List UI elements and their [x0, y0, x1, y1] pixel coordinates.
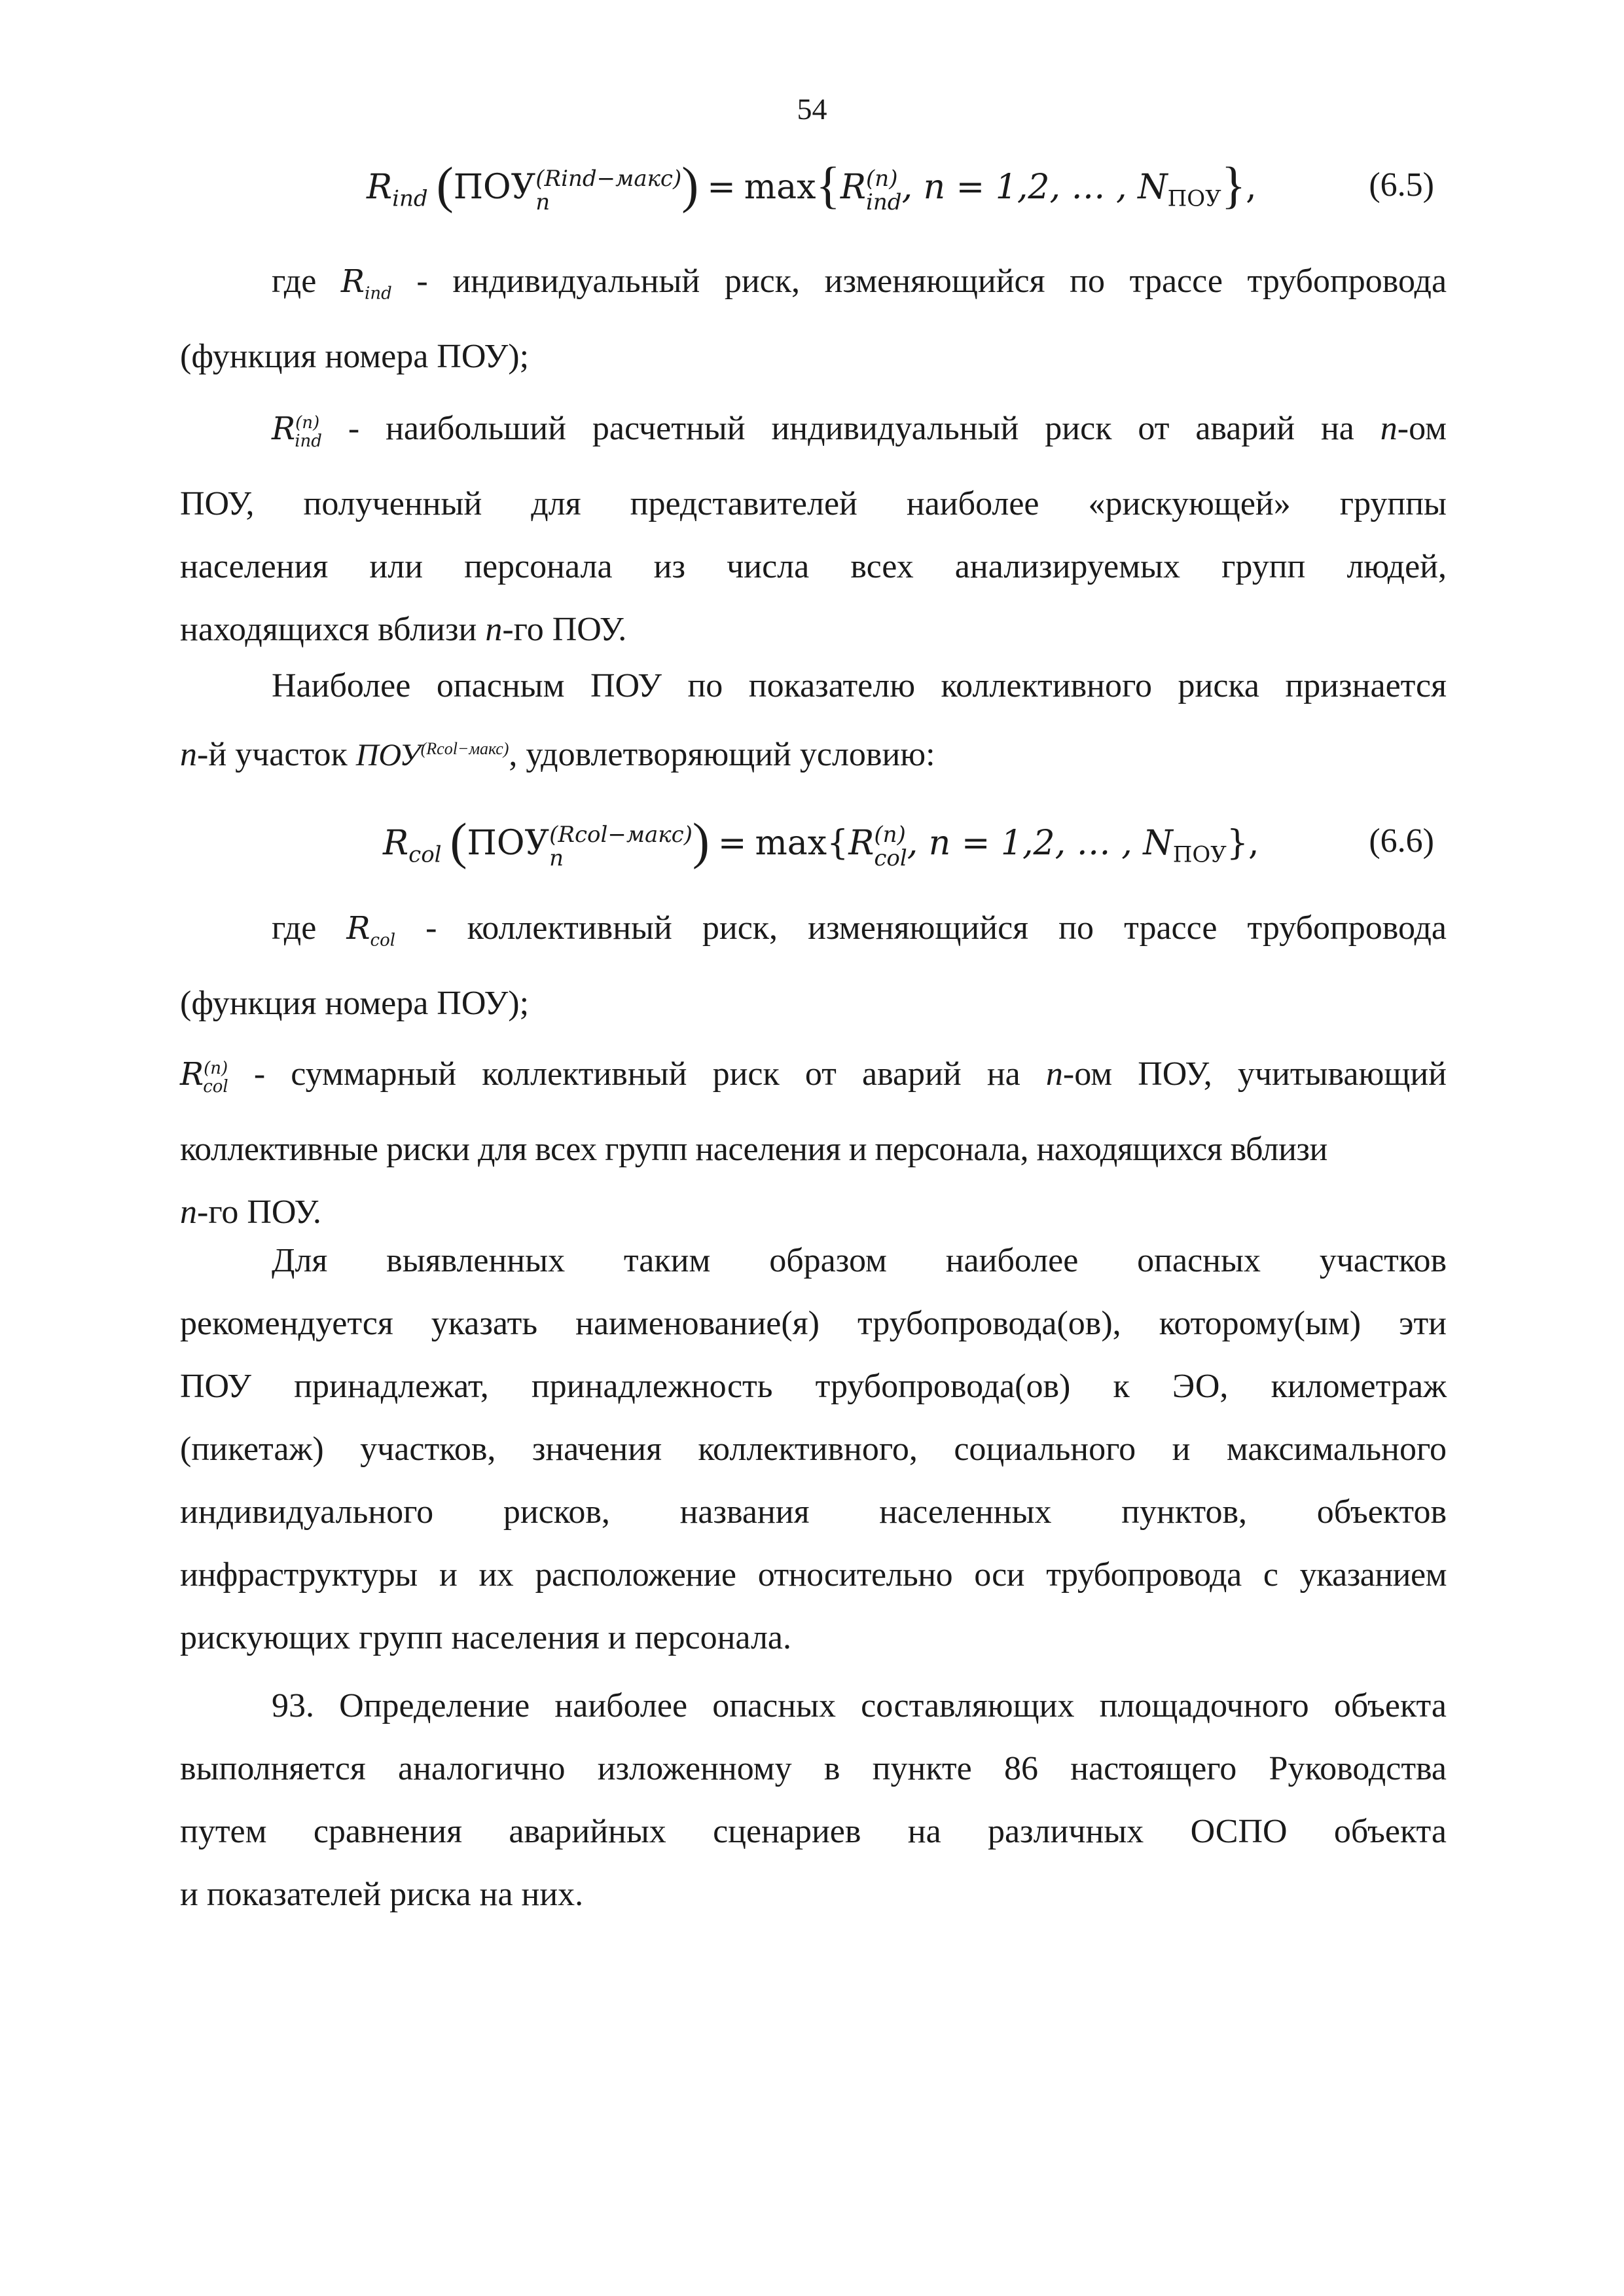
equation-number: (6.5): [1369, 166, 1434, 204]
text-line: ПОУ принадлежат, принадлежность трубопровода(ов) к ЭО, километраж: [180, 1368, 1447, 1405]
r-col-symbol: [346, 910, 396, 951]
symbol-letter: R: [180, 1056, 204, 1093]
variable-n: n: [1045, 1055, 1063, 1093]
left-paren: (: [450, 812, 467, 869]
paragraph-93: [180, 1675, 1447, 1926]
text-span: - коллективный риск, изменяющийся по трассе трубопровода: [425, 909, 1447, 947]
symbol-subscript: col: [370, 930, 396, 951]
r-ind-n-symbol: [272, 410, 322, 451]
text-span: -ом ПОУ, учитывающий: [1062, 1055, 1447, 1093]
eq-subscript: ПОУ: [1167, 185, 1221, 212]
eq-range: , n = 1,2, … , N: [901, 168, 1168, 207]
text-line: 93. Определение наиболее опасных составляющих площадочного объекта: [272, 1687, 1447, 1724]
text-line: [180, 718, 1447, 787]
symbol-letter: ПОУ: [355, 738, 421, 773]
definition-r-col-n: [180, 1037, 1447, 1244]
symbol-letter: R: [272, 410, 296, 447]
variable-n: n: [485, 610, 503, 648]
symbol-superscript: (Rcol−макс): [420, 739, 509, 758]
text-line: [180, 392, 1447, 473]
text-line: ПОУ, полученный для представителей наиболее «рискующей» группы: [180, 484, 1447, 522]
equation-6-6: [383, 805, 1443, 877]
symbol-subscript: ind: [365, 283, 392, 304]
definition-r-col: [180, 897, 1447, 1035]
eq-subscript: col: [874, 845, 907, 872]
text-span: -й участок: [197, 736, 348, 773]
equation-number: (6.6): [1369, 822, 1434, 860]
right-paren: ): [692, 812, 710, 869]
text-line: Наиболее опасным ПОУ по показателю коллективного риска признается: [272, 667, 1447, 704]
eq-scripts: [535, 166, 682, 216]
eq-superscript: (n): [866, 166, 898, 192]
text-line: рекомендуется указать наименование(я) трубопровода(ов), которому(ым) эти: [180, 1305, 1447, 1342]
eq-equals: =: [717, 824, 747, 863]
symbol-superscript: (n): [204, 1059, 228, 1078]
text-line: [180, 598, 1447, 661]
text-line: [180, 250, 1447, 325]
eq-subscript: n: [535, 189, 550, 216]
text-line: [180, 1037, 1447, 1118]
symbol-letter: R: [346, 910, 370, 947]
text-span: - индивидуальный риск, изменяющийся по трассе трубопровода: [416, 263, 1447, 300]
symbol-superscript: (n): [295, 413, 320, 433]
eq-scripts: [549, 822, 693, 872]
r-ind-symbol: [340, 263, 392, 304]
text-span: -го ПОУ.: [502, 610, 627, 648]
eq-pou: ПОУ: [453, 168, 536, 207]
text-line: коллективные риски для всех групп населения и персонала, находящихся вблизи: [180, 1130, 1327, 1168]
text-line: путем сравнения аварийных сценариев на различных ОСПО объекта: [180, 1813, 1447, 1850]
eq-max: max{: [755, 824, 849, 863]
text-span: -го ПОУ.: [197, 1193, 321, 1231]
pou-symbol: [356, 738, 509, 773]
eq-scripts: [874, 822, 907, 872]
eq-subscript: n: [549, 845, 564, 872]
text-line: (функция номера ПОУ);: [180, 984, 530, 1022]
right-brace: }: [1221, 156, 1246, 213]
definition-r-ind: [180, 250, 1447, 388]
definition-r-ind-n: [180, 392, 1447, 661]
text-span: - суммарный коллективный риск от аварий на: [253, 1055, 1020, 1093]
paragraph-collective-risk: [180, 655, 1447, 787]
eq-pou: ПОУ: [467, 824, 550, 863]
r-col-n-symbol: [180, 1056, 228, 1097]
variable-n: n: [180, 1193, 197, 1231]
symbol-subscript: col: [203, 1076, 228, 1097]
eq-equals: =: [707, 168, 736, 207]
eq-max: max: [744, 168, 816, 207]
left-paren: (: [436, 156, 454, 213]
eq-close: },: [1226, 824, 1259, 863]
eq-superscript: (Rind−макс): [535, 166, 682, 192]
text-line: рискующих групп населения и персонала.: [180, 1619, 791, 1656]
text-line: (функция номера ПОУ);: [180, 337, 530, 375]
eq-superscript: (Rcol−макс): [549, 822, 693, 848]
text-span: находящихся вблизи: [180, 610, 477, 648]
variable-n: n: [180, 736, 197, 773]
eq-subscript: ПОУ: [1172, 841, 1227, 868]
text-line: [180, 897, 1447, 972]
eq-superscript: (n): [874, 822, 906, 848]
eq-range: , n = 1,2, … , N: [907, 824, 1173, 863]
eq-scripts: [866, 166, 902, 216]
text-line: Для выявленных таким образом наиболее опасных участков: [272, 1242, 1447, 1279]
text-span: -ом: [1397, 410, 1447, 447]
eq-subscript: col: [408, 841, 442, 868]
text-line: инфраструктуры и их расположение относительно оси трубопровода с указанием: [180, 1556, 1447, 1594]
left-brace: {: [816, 156, 840, 213]
eq-symbol: R: [383, 824, 409, 863]
text-line: (пикетаж) участков, значения коллективного, социального и максимального: [180, 1430, 1447, 1468]
symbol-letter: R: [340, 263, 365, 300]
eq-symbol: R: [367, 168, 393, 207]
text-line: и показателей риска на них.: [180, 1876, 584, 1913]
right-paren: ): [681, 156, 699, 213]
paragraph-identified-sections: [180, 1230, 1447, 1669]
eq-subscript: ind: [392, 185, 428, 212]
eq-symbol: R: [840, 168, 867, 207]
text-span: - наибольший расчетный индивидуальный риск от аварий на: [348, 410, 1354, 447]
text-line: выполняется аналогично изложенному в пункте 86 настоящего Руководства: [180, 1750, 1447, 1787]
eq-subscript: ind: [866, 189, 902, 216]
text-span: , удовлетворяющий условию:: [509, 736, 935, 773]
eq-symbol: R: [848, 824, 875, 863]
text-span: где: [272, 263, 317, 300]
symbol-subscript: ind: [295, 431, 322, 451]
page-number: 54: [797, 92, 827, 126]
text-span: где: [272, 909, 317, 947]
equation-6-5: $R_{ind}$ (ПОУ (Rind−макс) n ) = max{R (n) ind , n = 1,2, … , $N_{ПОУ}$},: [367, 156, 1257, 216]
variable-n: n: [1380, 410, 1398, 447]
text-line: индивидуального рисков, названия населенных пунктов, объектов: [180, 1493, 1447, 1531]
text-line: населения или персонала из числа всех анализируемых групп людей,: [180, 547, 1447, 585]
